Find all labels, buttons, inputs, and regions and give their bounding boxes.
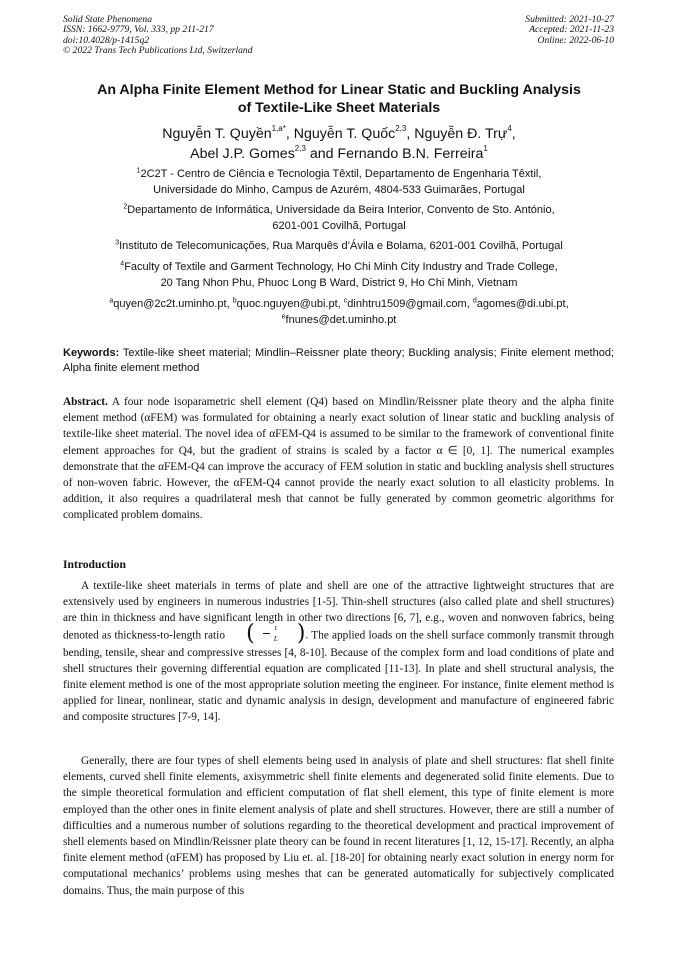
submitted-date: Submitted: 2021-10-27 xyxy=(525,14,614,25)
journal-doi: doi:10.4028/p-1415q2 xyxy=(63,34,150,46)
paper-title xyxy=(40,81,638,117)
keywords-text: Textile-like sheet material; Mindlin–Reissner plate theory; Buckling analysis; Finite element method; Alpha finite element method xyxy=(63,347,614,374)
keywords-label: Keywords: xyxy=(63,347,120,359)
author-name: Nguyễn Đ. Trự xyxy=(414,126,508,142)
journal-issn: ISSN: 1662-9779, Vol. 333, pp 211-217 xyxy=(63,24,214,36)
email-a[interactable]: quyen@2c2t.uminho.pt xyxy=(113,298,227,310)
journal-name: Solid State Phenomena xyxy=(63,14,152,25)
keywords xyxy=(63,346,614,375)
email-e[interactable]: fnunes@det.uminho.pt xyxy=(285,313,397,326)
author-name: Abel J.P. Gomes xyxy=(190,146,295,162)
author-list: Nguyễn T. Quyền$^{1,a*}$, Nguyễn T. Quốc$^{2,3}$, Nguyễn Đ. Trự$^4$, Abel J.P. Gomes$^{2,3}$ and Fernando B.N. Ferreira$^1$ xyxy=(162,124,516,162)
abstract-label: Abstract. xyxy=(63,396,108,408)
intro-paragraph-1: A textile-like sheet materials in terms of plate and shell are one of the attractive lightweight structures that are extensively used by engineers in numerous industries [1-5]. Thin-shell structures (also called plate and shell structures) are thin in thickness and have significant length in other two directions [6, 7], e.g., woven and nonwoven fabrics, being denoted as thickness-to-length ratio ( t L ) . The applied loads on the shell surface commonly transmit through bending, tensile, shear and compressive stresses [4, 8-10]. Because of the complex form and load conditions of plate and shell structures their governing differential equation are complicated [11-13]. In plate and shell structural analysis, the finite element method is one of the most appropriate solution meeting the engineer. For instance, finite element method is applied for linear, nonlinear, static and dynamic analysis in design, development and manufacture of engineered fabric and composite structures [7-9, 14]. xyxy=(63,580,614,724)
journal-copyright: © 2022 Trans Tech Publications Ltd, Switzerland xyxy=(63,44,253,56)
author-affil: 2,3 xyxy=(395,124,407,134)
author-affil: 2,3 xyxy=(294,144,306,154)
intro-paragraph-2: Generally, there are four types of shell elements being used in analysis of plate and shell structures: flat shell finite elements, curved shell finite elements, axisymmetric shell finite elements and degenerated solid finite elements. Due to the simple theoretical formulation and efficient computation of flat shell element, this type of finite element is more employed than the other ones in finite element analysis of plate and shell structures. However, there are still a number of difficulties and a numerous number of solutions regarding to the theoretical development and practical improvement of shell elements based on Mindlin/Reissner plate theory can be found in recent literatures [1, 12, 15-17]. Recently, an alpha finite element method (αFEM) has proposed by Liu et. al. [18-20] for obtaining nearly exact solution in energy norm for computational mechanics’ problems using meshes that can be generated automatically for subjectively complicated domains. Thus, the main purpose of this xyxy=(63,755,614,897)
email-d[interactable]: agomes@di.ubi.pt xyxy=(476,298,566,310)
affiliation-1: $^1$2C2T - Centro de Ciência e Tecnologia Têxtil, Departamento de Engenharia Têxtil, Universidade do Minho, Campus de Azurém, 4804-533 Guimarães, Portugal xyxy=(136,167,542,196)
title-line-2: of Textile-Like Sheet Materials xyxy=(237,100,441,116)
publication-dates xyxy=(525,15,614,46)
author-name: Nguyễn T. Quyền xyxy=(162,126,272,142)
email-b[interactable]: quoc.nguyen@ubi.pt xyxy=(236,298,338,310)
author-affil: 4 xyxy=(507,124,512,134)
author-name: Nguyễn T. Quốc xyxy=(293,126,396,142)
author-name: Fernando B.N. Ferreira xyxy=(337,146,484,162)
affiliation-4: $^4$Faculty of Textile and Garment Technology, Ho Chi Minh City Industry and Trade College, 20 Tang Nhon Phu, Phuoc Long B Ward, District 9, Ho Chi Minh, Vietnam xyxy=(120,260,558,289)
thickness-ratio-formula: ( t L ) xyxy=(246,620,306,646)
journal-info xyxy=(63,15,253,56)
author-emails: $^a$quyen@2c2t.uminho.pt, $^b$quoc.nguyen@ubi.pt, $^c$dinhtru1509@gmail.com, $^d$agomes@di.ubi.pt, $^e$fnunes@det.uminho.pt xyxy=(109,297,569,326)
online-date: Online: 2022-06-10 xyxy=(537,34,614,46)
accepted-date: Accepted: 2021-11-23 xyxy=(529,24,614,36)
abstract-text: A four node isoparametric shell element (Q4) based on Mindlin/Reissner plate theory and the alpha finite element method (αFEM) was formulated for obtaining a nearly exact solution of linear static and buckling analysis of textile-like sheet material. The novel idea of αFEM-Q4 is assumed to be similar to the framework of conventional finite element approaches for Q4, but the gradient of strains is scaled by a factor α ∈ [0, 1]. The numerical examples demonstrate that the αFEM-Q4 can improve the accuracy of FEM solution in static and buckling analysis shell structures of non-woven fabric. However, the αFEM-Q4 cannot provide the nearly exact solution to all elasticity problems. In addition, it also requires a quadrilateral mesh that cannot be fully generated by common geometric algorithms for complicated problem domains. xyxy=(63,396,614,522)
author-affil: 1 xyxy=(483,144,488,154)
affiliation-2: $^2$Departamento de Informática, Universidade da Beira Interior, Convento de Sto. António, 6201-001 Covilhã, Portugal xyxy=(123,203,555,232)
title-line-1: An Alpha Finite Element Method for Linear Static and Buckling Analysis xyxy=(97,82,581,98)
email-c[interactable]: dinhtru1509@gmail.com xyxy=(347,298,467,310)
affiliation-3: $^3$Instituto de Telecomunicações, Rua Marquês d’Ávila e Bolama, 6201-001 Covilhã, Portugal xyxy=(115,239,563,252)
author-affil: 1,a* xyxy=(271,124,286,134)
section-heading-introduction: Introduction xyxy=(63,558,126,571)
abstract xyxy=(63,394,614,524)
